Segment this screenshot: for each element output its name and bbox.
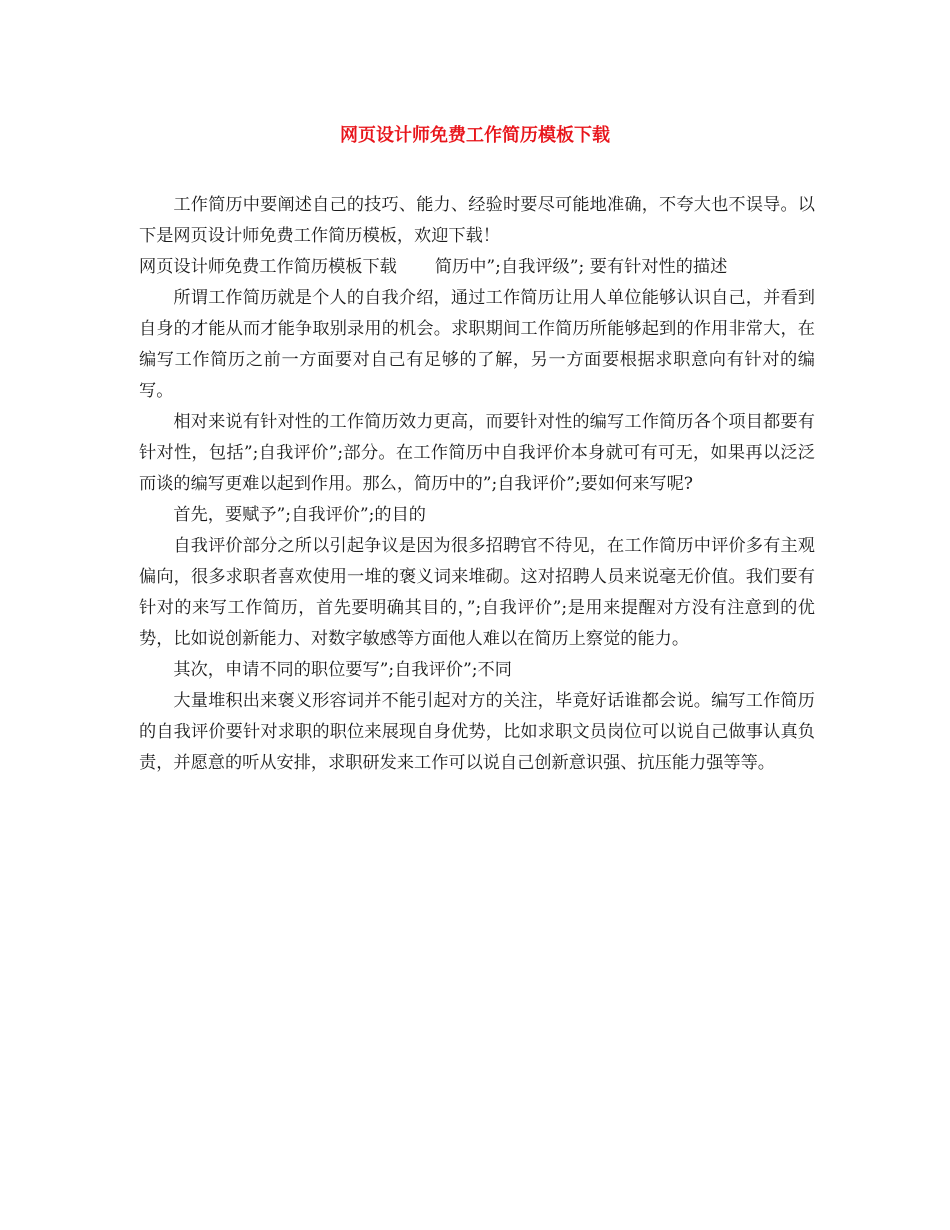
paragraph-intro: 工作简历中要阐述自己的技巧、能力、经验时要尽可能地准确，不夸大也不误导。以下是网页设计师免费工作简历模板，欢迎下载！: [139, 195, 815, 246]
paragraph-targeted-resume: 相对来说有针对性的工作简历效力更高，而要针对性的编写工作简历各个项目都要有针对性，包括”;自我评价”;部分。在工作简历中自我评价本身就可有可无，如果再以泛泛而谈的编写更难以起到作用。那么，简历中的”;自我评价”;要如何来写呢?: [139, 412, 815, 494]
paragraph-self-evaluation-purpose: 自我评价部分之所以引起争议是因为很多招聘官不待见，在工作简历中评价多有主观偏向，很多求职者喜欢使用一堆的褒义词来堆砌。这对招聘人员来说毫无价值。我们要有针对的来写工作简历，首先要明确其目的，”;自我评价”;是用来提醒对方没有注意到的优势，比如说创新能力、对数字敏感等方面他人难以在简历上察觉的能力。: [139, 536, 815, 649]
subline: [139, 252, 815, 283]
paragraph-resume-definition: 所谓工作简历就是个人的自我介绍，通过工作简历让用人单位能够认识自己，并看到自身的才能从而才能争取别录用的机会。求职期间工作简历所能够起到的作用非常大，在编写工作简历之前一方面要对自己有足够的了解，另一方面要根据求职意向有针对的编写。: [139, 288, 815, 401]
subline-left: 网页设计师免费工作简历模板下载: [139, 257, 397, 277]
heading-second-point: 其次，申请不同的职位要写”;自我评价”;不同: [173, 660, 512, 680]
document-title: 网页设计师免费工作简历模板下载: [340, 125, 610, 146]
heading-first-point: 首先，要赋予”;自我评价”;的目的: [173, 505, 426, 525]
paragraph-position-specific: 大量堆积出来褒义形容词并不能引起对方的关注，毕竟好话谁都会说。编写工作简历的自我评价要针对求职的职位来展现自身优势，比如求职文员岗位可以说自己做事认真负责，并愿意的听从安排，求职研发来工作可以说自己创新意识强、抗压能力强等等。: [139, 691, 815, 773]
document-body: [139, 190, 815, 779]
subline-right: 简历中”;自我评级”; 要有针对性的描述: [434, 257, 728, 277]
